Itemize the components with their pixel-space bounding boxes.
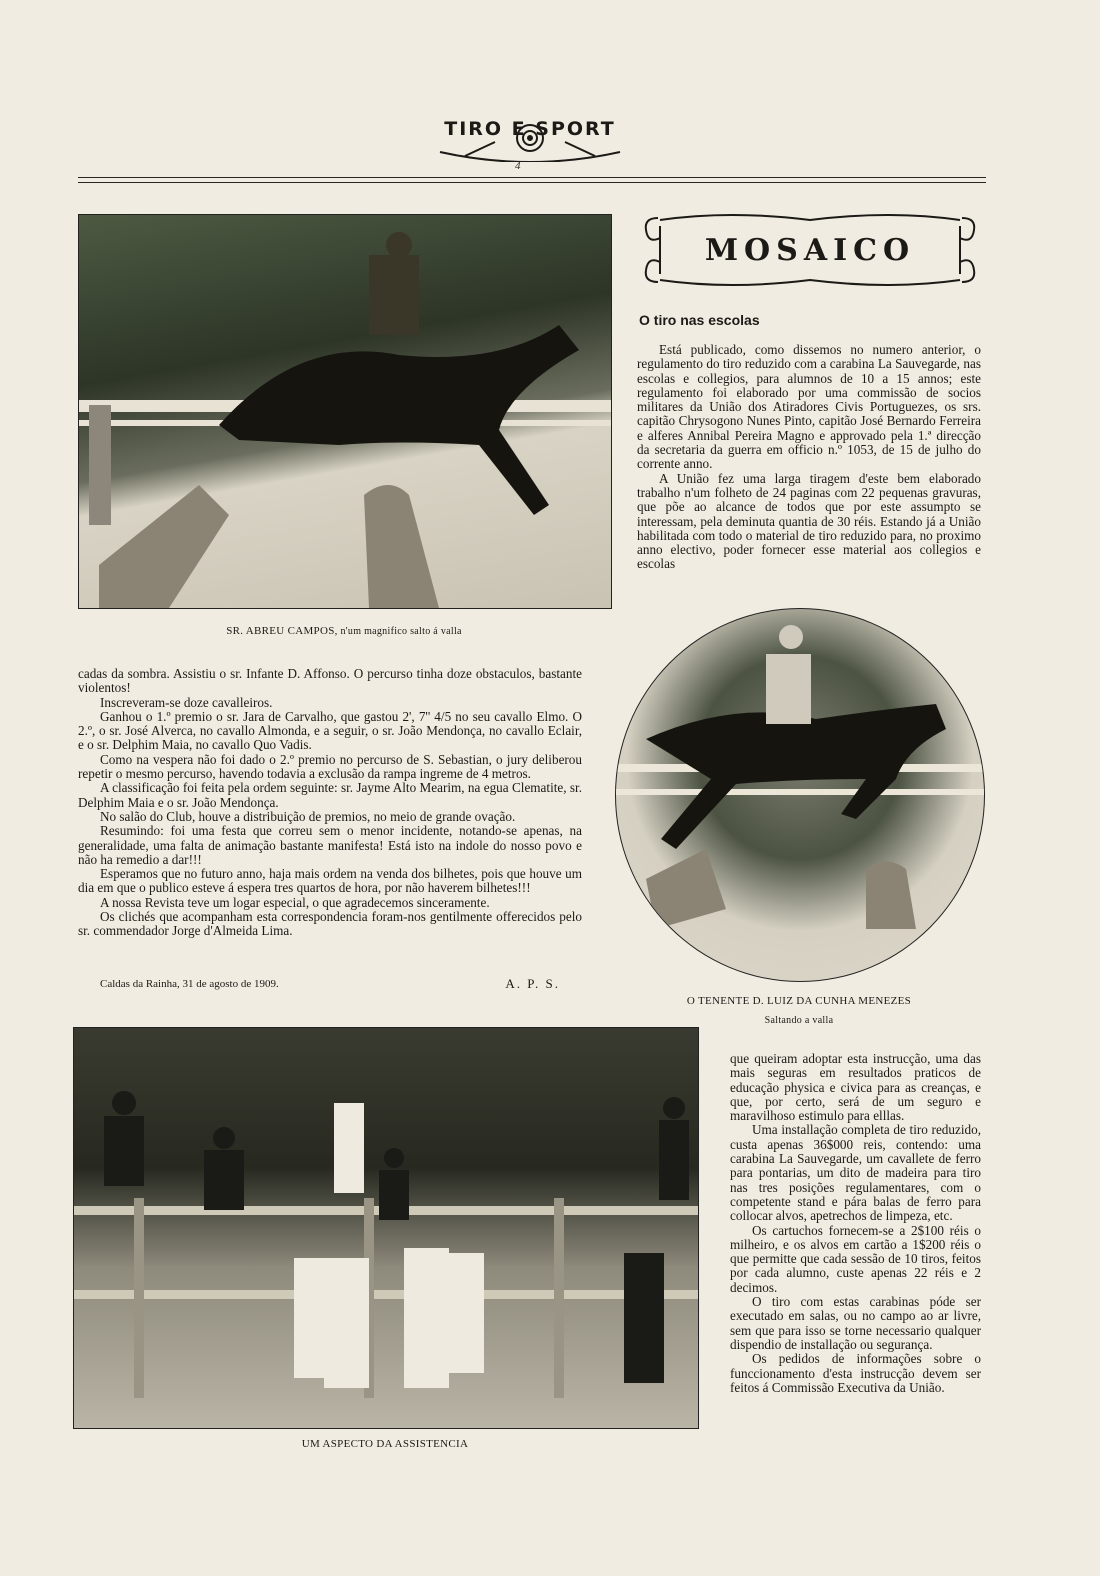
paragraph: que queiram adoptar esta instrucção, uma das mais seguras em resultados praticos de educação physica e civica para as creanças, e que, por certo, será de um seguro e maravilhoso estimulo para elllas. <box>730 1051 981 1124</box>
paragraph: O tiro com estas carabinas póde ser executado em salas, ou no campo ao ar livre, sem que para isso se torne necessario qualquer dispendio de installação ou segurança. <box>730 1294 981 1352</box>
signature-row <box>100 978 560 994</box>
page-marker: 4 <box>515 160 521 172</box>
header-rule <box>78 182 986 183</box>
paragraph: Inscreveram-se doze cavalleiros. <box>100 694 273 710</box>
audience-photo <box>73 1027 699 1429</box>
paragraph: No salão do Club, houve a distribuição de premios, no meio de grande ovação. <box>100 808 516 824</box>
section-heading: O tiro nas escolas <box>639 312 760 328</box>
mosaico-title: MOSAICO <box>704 233 916 268</box>
caption-rest: n'um magnifico salto á valla <box>337 626 462 637</box>
paragraph: Está publicado, como dissemos no numero anterior, o regulamento do tiro reduzido com a carabina La Sauvegarde, nas escolas e collegios, para alumnos de 10 a 15 annos; este regulamento foi elaborado por uma commissão de socios militares da União dos Atiradores Civis Portuguezes, os srs. capitão Chrysogono Nunes Pinto, capitão José Bernardo Ferreira e alferes Annibal Pereira Magno e approvado pela 1.ª direcção da secretaria da guerra em officio n.º 1053, de 15 de julho do corrente anno. <box>637 342 981 472</box>
photo-subcaption: Saltando a valla <box>764 1015 834 1026</box>
paragraph: Os cartuchos fornecem-se a 2$100 réis o milheiro, e os alvos em cartão a 1$200 réis o que permitte que cada sessão de 10 tiros, feitos por cada alumno, custe apenas 22 réis e 2 decimos. <box>730 1222 981 1295</box>
photo-caption <box>78 625 610 637</box>
signature: A. P. S. <box>505 976 560 991</box>
paragraph: A classificação foi feita pela ordem seguinte: sr. Jayme Alto Mearim, na egua Clematite, sr. Delphim Maia e o sr. João Mendonça. <box>78 780 582 810</box>
photo-caption: O TENENTE D. LUIZ DA CUNHA MENEZES <box>686 995 912 1007</box>
paragraph: Os pedidos de informações sobre o funccionamento d'esta instrucção devem ser feitos á Commissão Executiva da União. <box>730 1351 981 1395</box>
paragraph: Uma installação completa de tiro reduzido, custa apenas 36$000 reis, contendo: uma carabina La Sauvegarde, um cavallete de ferro para pontarias, um dito de madeira para tiro nas tres posições regulamentares, com o competente stand e pára balas de ferro para collocar alvos, apetrechos de limpeza, etc. <box>730 1122 981 1224</box>
header-rule <box>78 177 986 178</box>
paragraph: Os clichés que acompanham esta correspondencia foram-nos gentilmente offerecidos pelo sr. commendador Jorge d'Almeida Lima. <box>78 909 582 939</box>
masthead-logo-text: TIRO E SPORT <box>444 118 616 140</box>
paragraph: Esperamos que no futuro anno, haja mais ordem na venda dos bilhetes, pois que houve um dia em que o publico esteve á espera tres quartos de hora, por não haverem bilhetes!!! <box>78 866 582 896</box>
report-text <box>78 667 582 939</box>
masthead-logo <box>430 112 630 172</box>
paragraph: A União fez uma larga tiragem d'este bem elaborado trabalho n'um folheto de 24 paginas com 22 pequenas gravuras, que põe ao alcance de todos que por este assumpto se interessam, pela deminuta quantia de 30 réis. Estando já a União habilitada com todo o material de tiro reduzido para, no proximo anno electivo, poder fornecer esse material aos collegios e escolas <box>637 470 981 572</box>
paragraph: Resumindo: foi uma festa que correu sem o menor incidente, notando-se apenas, na generalidade, uma falta de animação bastante manifesta! Está isto na indole do nosso povo e não ha remedio a dar!!! <box>78 823 582 867</box>
paragraph: Como na vespera não foi dado o 2.º premio no percurso de S. Sebastian, o jury deliberou repetir o mesmo percurso, havendo todavia a exclusão da rampa ingreme de 4 metros. <box>78 751 582 782</box>
horse-jump-photo <box>78 214 612 609</box>
paragraph: Ganhou o 1.º premio o sr. Jara de Carvalho, que gastou 2', 7'' 4/5 no seu cavallo Elmo. O 2.º, o sr. José Alverca, no cavallo Almonda, e a seguir, o sr. João Mendonça, no cavallo Eclair, e o sr. Delphim Maia, no cavallo Quo Vadis. <box>78 708 582 753</box>
paragraph: cadas da sombra. Assistiu o sr. Infante D. Affonso. O percurso tinha doze obstaculos, bastante violentos! <box>78 666 582 696</box>
place-date: Caldas da Rainha, 31 de agosto de 1909. <box>100 978 279 990</box>
mosaico-text-part-2 <box>730 1052 981 1395</box>
caption-main: SR. ABREU CAMPOS, <box>226 625 338 637</box>
mosaico-header <box>640 208 980 292</box>
horse-jump-oval-photo <box>615 608 985 982</box>
mosaico-text-part-1 <box>637 343 981 572</box>
photo-caption: UM ASPECTO DA ASSISTENCIA <box>301 1438 469 1450</box>
paragraph: A nossa Revista teve um logar especial, o que agradecemos sinceramente. <box>100 894 490 910</box>
